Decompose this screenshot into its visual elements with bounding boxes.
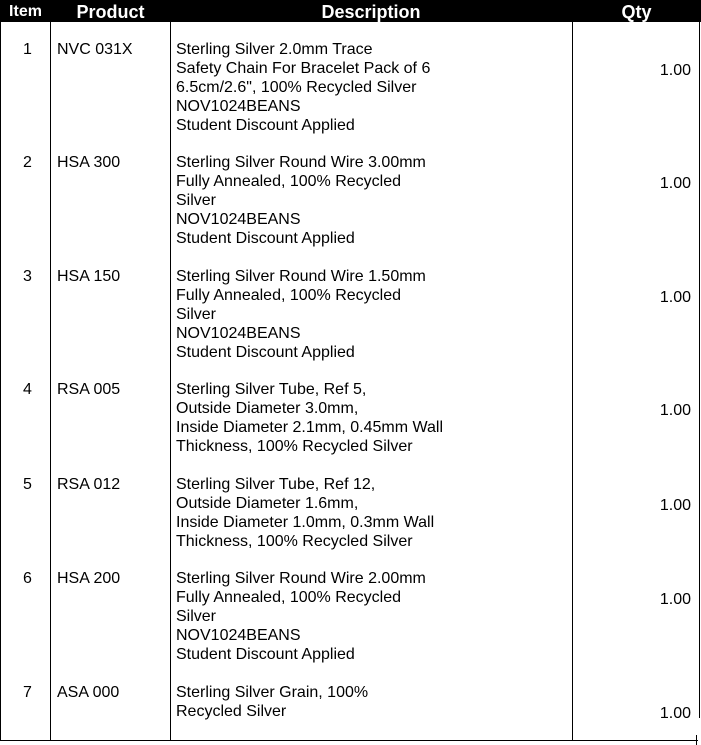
column-divider [699, 22, 700, 718]
product-code: HSA 200 [57, 570, 121, 587]
description-line: Sterling Silver 2.0mm Trace [176, 41, 373, 58]
item-description [176, 380, 568, 456]
quantity-value: 1.00 [659, 62, 691, 79]
corner-tick [696, 735, 697, 745]
table-header [0, 0, 701, 22]
description-line: NOV1024BEANS [176, 211, 301, 228]
column-divider [170, 22, 171, 741]
item-description [176, 569, 568, 664]
description-line: Recycled Silver [176, 703, 287, 720]
description-line: Fully Annealed, 100% Recycled [176, 173, 402, 190]
description-line: Student Discount Applied [176, 117, 355, 134]
description-line: Inside Diameter 1.0mm, 0.3mm Wall [176, 514, 435, 531]
description-line: Student Discount Applied [176, 230, 355, 247]
header-product: Product [76, 2, 145, 22]
description-line: Sterling Silver Tube, Ref 12, [176, 476, 376, 493]
description-line: Student Discount Applied [176, 646, 355, 663]
product-code: HSA 150 [57, 268, 121, 285]
item-number: 7 [23, 684, 32, 701]
header-description: Description [321, 2, 421, 22]
item-number: 3 [23, 268, 32, 285]
description-line: Thickness, 100% Recycled Silver [176, 438, 413, 455]
item-number: 6 [23, 570, 32, 587]
description-line: Sterling Silver Grain, 100% [176, 684, 369, 701]
description-line: Thickness, 100% Recycled Silver [176, 533, 413, 550]
description-line: Safety Chain For Bracelet Pack of 6 [176, 60, 431, 77]
column-divider [572, 22, 573, 741]
quantity-value: 1.00 [659, 497, 691, 514]
description-line: Outside Diameter 3.0mm, [176, 400, 359, 417]
quantity-value: 1.00 [659, 402, 691, 419]
header-qty: Qty [621, 2, 652, 22]
product-code: HSA 300 [57, 154, 121, 171]
description-line: Silver [176, 306, 217, 323]
description-line: Fully Annealed, 100% Recycled [176, 287, 402, 304]
description-line: Sterling Silver Round Wire 2.00mm [176, 570, 426, 587]
item-description [176, 683, 568, 721]
item-description [176, 475, 568, 551]
description-line: Sterling Silver Round Wire 3.00mm [176, 154, 426, 171]
product-code: RSA 012 [57, 476, 121, 493]
quantity-value: 1.00 [659, 289, 691, 306]
description-line: Silver [176, 192, 217, 209]
table-bottom-border [0, 740, 698, 741]
description-line: NOV1024BEANS [176, 627, 301, 644]
product-code: NVC 031X [57, 41, 133, 58]
description-line: Silver [176, 608, 217, 625]
description-line: Outside Diameter 1.6mm, [176, 495, 359, 512]
item-description [176, 153, 568, 248]
item-description [176, 40, 568, 135]
product-code: ASA 000 [57, 684, 120, 701]
product-code: RSA 005 [57, 381, 121, 398]
item-number: 4 [23, 381, 32, 398]
quantity-value: 1.00 [659, 705, 691, 722]
description-line: NOV1024BEANS [176, 325, 301, 342]
item-number: 5 [23, 476, 32, 493]
description-line: Sterling Silver Round Wire 1.50mm [176, 268, 426, 285]
description-line: Inside Diameter 2.1mm, 0.45mm Wall [176, 419, 444, 436]
item-number: 2 [23, 154, 32, 171]
description-line: Student Discount Applied [176, 344, 355, 361]
description-line: Sterling Silver Tube, Ref 5, [176, 381, 367, 398]
header-item: Item [9, 3, 42, 20]
quantity-value: 1.00 [659, 591, 691, 608]
item-description [176, 267, 568, 362]
quantity-value: 1.00 [659, 175, 691, 192]
description-line: NOV1024BEANS [176, 98, 301, 115]
description-line: Fully Annealed, 100% Recycled [176, 589, 402, 606]
description-line: 6.5cm/2.6", 100% Recycled Silver [176, 79, 417, 96]
item-number: 1 [23, 41, 32, 58]
